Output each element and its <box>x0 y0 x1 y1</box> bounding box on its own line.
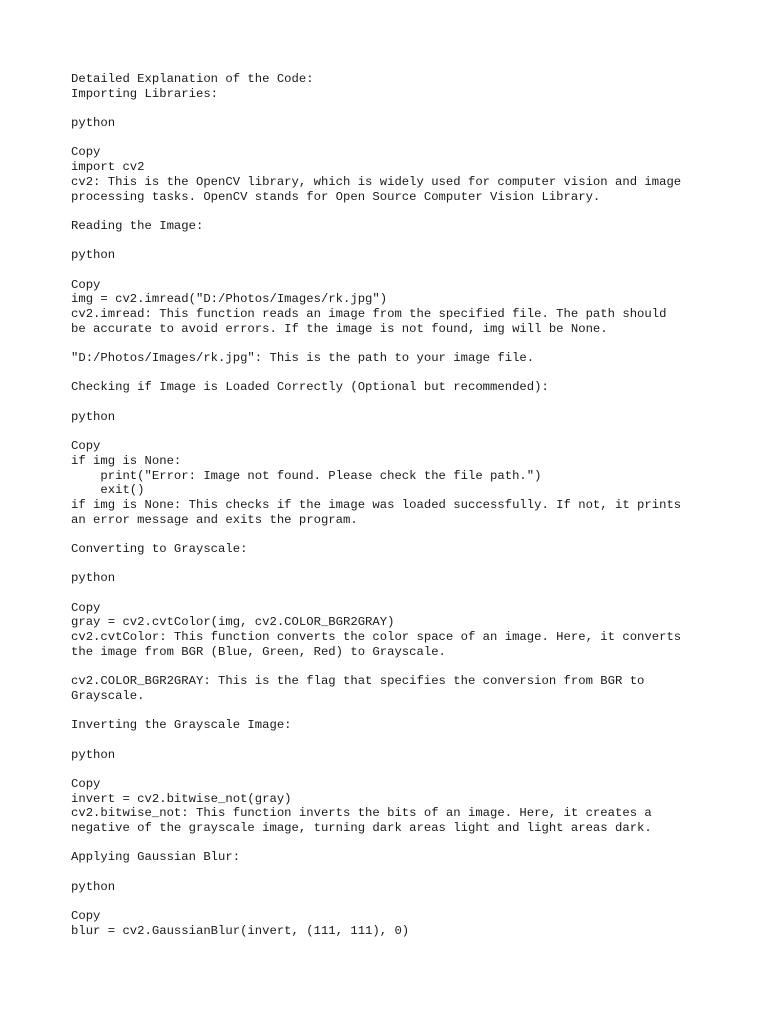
text-line: an error message and exits the program. <box>71 512 358 527</box>
blank-line <box>71 101 751 116</box>
blank-line <box>71 762 751 777</box>
blank-line <box>71 336 751 351</box>
blank-line <box>71 131 751 146</box>
text-line: blur = cv2.GaussianBlur(invert, (111, 111), 0) <box>71 923 410 938</box>
text-line: Copy <box>71 909 101 924</box>
text-line: Applying Gaussian Blur: <box>71 850 241 865</box>
blank-line <box>71 586 751 601</box>
text-line: python <box>71 879 116 894</box>
text-line: Grayscale. <box>71 688 145 703</box>
text-line: python <box>71 116 116 131</box>
blank-line <box>71 527 751 542</box>
text-line: Copy <box>71 600 101 615</box>
text-line: print("Error: Image not found. Please check the file path.") <box>71 468 542 483</box>
text-line: processing tasks. OpenCV stands for Open Source Computer Vision Library. <box>71 189 601 204</box>
text-line: exit() <box>71 483 145 498</box>
text-line: Converting to Grayscale: <box>71 542 248 556</box>
text-line: gray = cv2.cvtColor(img, cv2.COLOR_BGR2GRAY) <box>71 615 395 630</box>
blank-line <box>71 704 751 719</box>
document-page <box>71 72 751 939</box>
text-line: python <box>71 248 116 263</box>
blank-line <box>71 733 751 748</box>
text-line: if img is None: <box>71 453 182 468</box>
text-line: python <box>71 409 116 424</box>
text-line: cv2.cvtColor: This function converts the color space of an image. Here, it converts <box>71 630 682 645</box>
text-line: cv2.bitwise_not: This function inverts the bits of an image. Here, it creates a <box>71 806 652 821</box>
text-line: if img is None: This checks if the image was loaded successfully. If not, it prints <box>71 497 682 512</box>
text-line: Copy <box>71 439 101 454</box>
blank-line <box>71 366 751 381</box>
blank-line <box>71 895 751 910</box>
text-line: Inverting the Grayscale Image: <box>71 718 292 733</box>
text-line: invert = cv2.bitwise_not(gray) <box>71 791 292 806</box>
text-line: negative of the grayscale image, turning dark areas light and light areas dark. <box>71 821 652 836</box>
blank-line <box>71 557 751 572</box>
text-line: Copy <box>71 145 101 160</box>
blank-line <box>71 660 751 675</box>
text-line: import cv2 <box>71 160 145 175</box>
text-line: Reading the Image: <box>71 218 204 233</box>
text-line: Copy <box>71 277 101 292</box>
text-line: Detailed Explanation of the Code: <box>71 72 314 86</box>
blank-line <box>71 263 751 278</box>
document-body <box>71 72 751 939</box>
text-line: "D:/Photos/Images/rk.jpg": This is the path to your image file. <box>71 351 535 366</box>
text-line: Copy <box>71 777 101 791</box>
blank-line <box>71 425 751 440</box>
blank-line <box>71 395 751 410</box>
blank-line <box>71 836 751 851</box>
text-line: python <box>71 747 116 762</box>
text-line: python <box>71 571 116 586</box>
blank-line <box>71 234 751 249</box>
text-line: Importing Libraries: <box>71 86 219 101</box>
text-line: Checking if Image is Loaded Correctly (Optional but recommended): <box>71 380 549 395</box>
text-line: img = cv2.imread("D:/Photos/Images/rk.jpg") <box>71 292 388 307</box>
text-line: the image from BGR (Blue, Green, Red) to Grayscale. <box>71 644 446 659</box>
blank-line <box>71 865 751 880</box>
text-line: cv2: This is the OpenCV library, which is widely used for computer vision and image <box>71 174 682 189</box>
text-line: cv2.COLOR_BGR2GRAY: This is the flag that specifies the conversion from BGR to <box>71 674 645 689</box>
blank-line <box>71 204 751 219</box>
text-line: be accurate to avoid errors. If the image is not found, img will be None. <box>71 321 608 336</box>
text-line: cv2.imread: This function reads an image from the specified file. The path should <box>71 307 667 321</box>
